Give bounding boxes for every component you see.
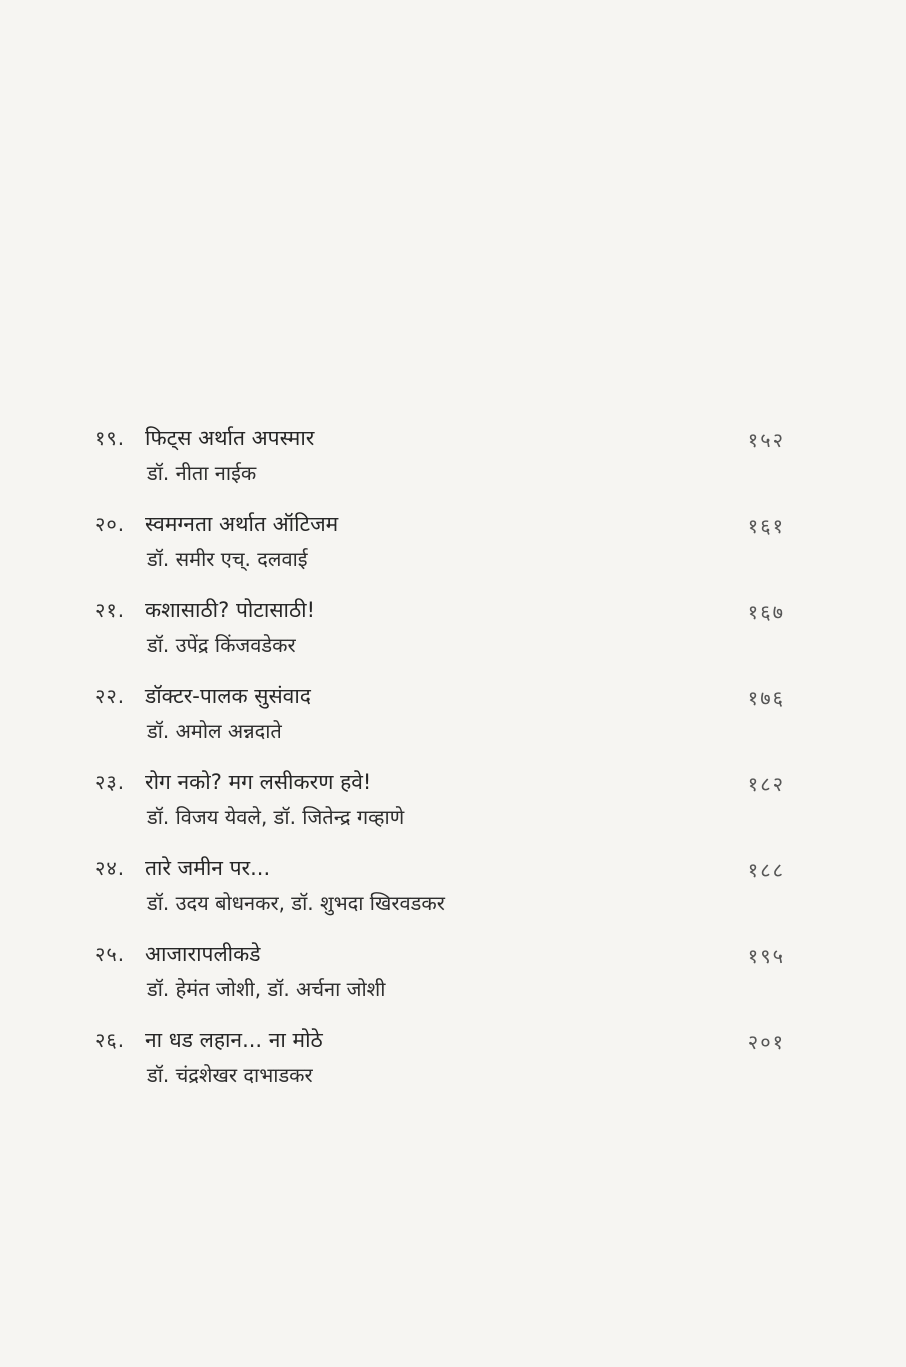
chapter-number: २१. — [95, 598, 126, 622]
toc-entry — [95, 940, 795, 1026]
toc-entry — [95, 424, 795, 510]
chapter-title: आजारापलीकडे — [145, 942, 261, 966]
page-number: १५२ — [747, 428, 785, 452]
chapter-author: डॉ. विजय येवले, डॉ. जितेन्द्र गव्हाणे — [147, 805, 405, 829]
toc-entry — [95, 1026, 795, 1112]
chapter-author: डॉ. अमोल अन्नदाते — [147, 719, 282, 743]
page-number: १८८ — [747, 858, 785, 882]
chapter-author: डॉ. नीता नाईक — [147, 461, 257, 485]
chapter-author: डॉ. उदय बोधनकर, डॉ. शुभदा खिरवडकर — [147, 891, 445, 915]
chapter-title: ना धड लहान... ना मोठे — [145, 1028, 323, 1052]
chapter-title: स्वमग्नता अर्थात ऑटिजम — [145, 512, 339, 536]
toc-entry — [95, 510, 795, 596]
page-number: १८२ — [747, 772, 785, 796]
chapter-number: २४. — [95, 856, 126, 880]
chapter-author: डॉ. हेमंत जोशी, डॉ. अर्चना जोशी — [147, 977, 386, 1001]
page-number: १६१ — [747, 514, 785, 538]
chapter-title: फिट्स अर्थात अपस्मार — [145, 426, 315, 450]
table-of-contents — [95, 424, 795, 1112]
chapter-number: १९. — [95, 426, 126, 450]
page-number: १६७ — [747, 600, 785, 624]
chapter-number: २६. — [95, 1028, 126, 1052]
chapter-number: २३. — [95, 770, 126, 794]
chapter-author: डॉ. उपेंद्र किंजवडेकर — [147, 633, 296, 657]
chapter-title: डॉक्टर-पालक सुसंवाद — [145, 684, 311, 708]
page-number: २०१ — [747, 1030, 785, 1054]
chapter-title: तारे जमीन पर... — [145, 856, 271, 880]
page-number: १९५ — [747, 944, 785, 968]
chapter-number: २५. — [95, 942, 126, 966]
page-number: १७६ — [747, 686, 785, 710]
toc-entry — [95, 768, 795, 854]
chapter-author: डॉ. चंद्रशेखर दाभाडकर — [147, 1063, 313, 1087]
chapter-number: २०. — [95, 512, 126, 536]
chapter-author: डॉ. समीर एच्. दलवाई — [147, 547, 308, 571]
toc-entry — [95, 682, 795, 768]
toc-entry — [95, 596, 795, 682]
chapter-title: रोग नको? मग लसीकरण हवे! — [145, 770, 372, 794]
chapter-title: कशासाठी? पोटासाठी! — [145, 598, 316, 622]
toc-entry — [95, 854, 795, 940]
chapter-number: २२. — [95, 684, 126, 708]
